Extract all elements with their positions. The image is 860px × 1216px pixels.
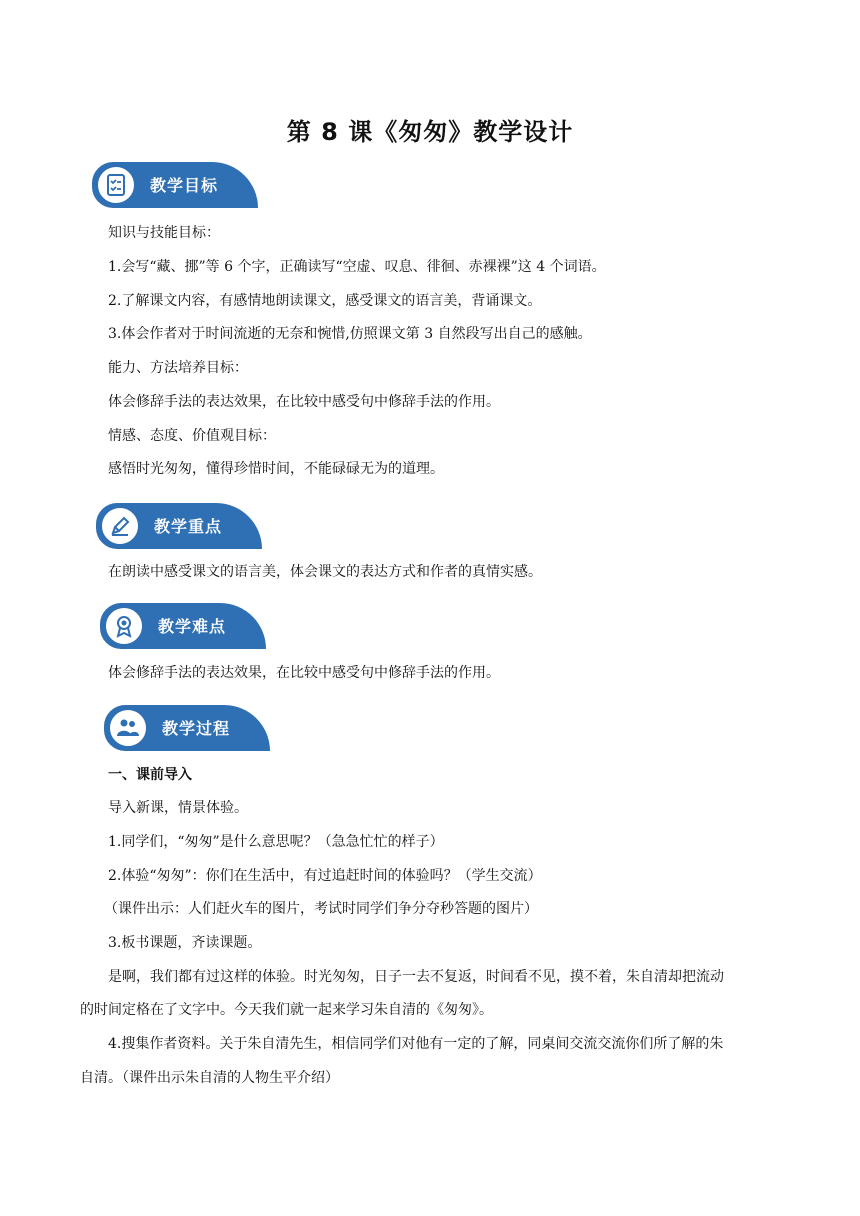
checklist-icon (96, 165, 136, 205)
process-paragraph-1-second: 的时间定格在了文字中。今天我们就一起来学习朱自清的《匆匆》。 (80, 1002, 493, 1018)
document-title: 第 8 课《匆匆》教学设计 (286, 118, 574, 146)
process-paragraph-1-first: 是啊，我们都有过这样的体验。时光匆匆，日子一去不复返，时间看不见，摸不着，朱自清却把流动 (108, 969, 724, 985)
section-banner-key (96, 503, 262, 549)
process-line-2: 1.同学们，“匆匆”是什么意思呢？（急急忙忙的样子） (108, 834, 444, 850)
goals-line-1: 知识与技能目标： (108, 225, 220, 241)
section-banner-difficulty (100, 603, 266, 649)
key-line-1: 在朗读中感受课文的语言美，体会课文的表达方式和作者的真情实感。 (108, 564, 542, 580)
section-label-process: 教学过程 (162, 719, 231, 738)
people-icon (108, 708, 148, 748)
section-banner-goals (92, 162, 258, 208)
goals-line-2: 1.会写“藏、挪”等 6 个字，正确读写“空虚、叹息、徘徊、赤裸裸”这 4 个词语。 (108, 259, 606, 275)
goals-line-4: 3.体会作者对于时间流逝的无奈和惋惜,仿照课文第 3 自然段写出自己的感触。 (108, 326, 592, 342)
pencil-icon (100, 506, 140, 546)
goals-line-3: 2.了解课文内容，有感情地朗读课文，感受课文的语言美，背诵课文。 (108, 293, 542, 309)
goals-line-7: 情感、态度、价值观目标： (108, 428, 276, 444)
section-label-difficulty: 教学难点 (158, 617, 227, 636)
process-paragraph-2-first: 4.搜集作者资料。关于朱自清先生，相信同学们对他有一定的了解，同桌间交流交流你们所了解的朱 (108, 1036, 724, 1052)
process-heading: 一、课前导入 (108, 767, 192, 783)
process-line-5: 3.板书课题，齐读课题。 (108, 935, 262, 951)
section-label-key: 教学重点 (154, 517, 223, 536)
process-line-4: （课件出示：人们赶火车的图片，考试时同学们争分夺秒答题的图片） (104, 901, 538, 917)
goals-line-8: 感悟时光匆匆，懂得珍惜时间，不能碌碌无为的道理。 (108, 461, 444, 477)
process-line-1: 导入新课，情景体验。 (108, 800, 248, 816)
difficulty-line-1: 体会修辞手法的表达效果，在比较中感受句中修辞手法的作用。 (108, 665, 500, 681)
award-ribbon-icon (104, 606, 144, 646)
goals-line-6: 体会修辞手法的表达效果，在比较中感受句中修辞手法的作用。 (108, 394, 500, 410)
section-label-goals: 教学目标 (150, 176, 219, 195)
section-banner-process (104, 705, 270, 751)
process-line-3: 2.体验“匆匆”：你们在生活中，有过追赶时间的体验吗？（学生交流） (108, 868, 542, 884)
goals-line-5: 能力、方法培养目标： (108, 360, 248, 376)
process-paragraph-2-second: 自清。（课件出示朱自清的人物生平介绍） (80, 1070, 339, 1086)
